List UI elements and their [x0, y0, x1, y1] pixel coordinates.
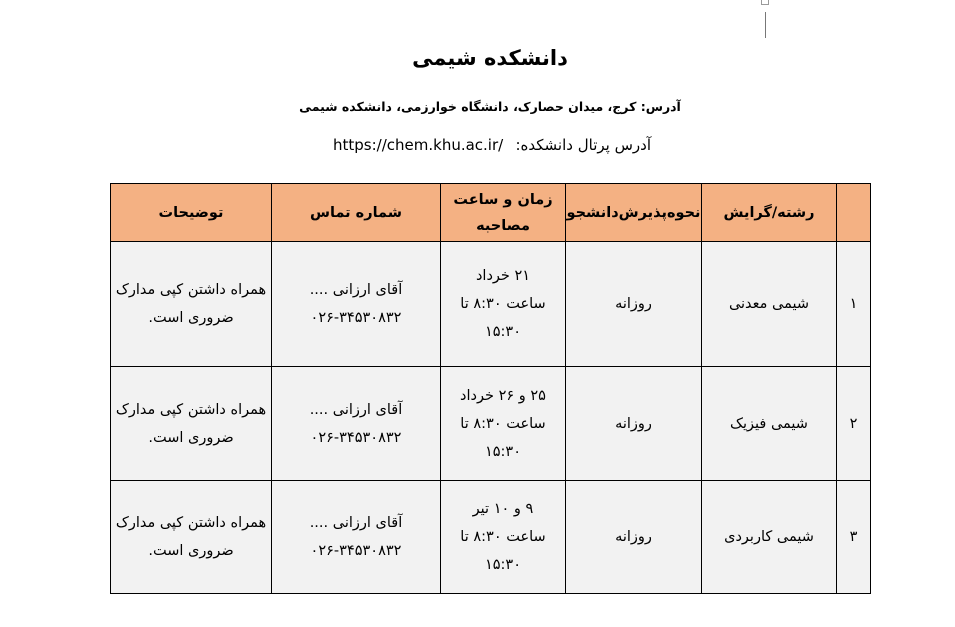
table-row — [111, 481, 871, 594]
row-time-date: ۲۱ خرداد — [475, 268, 531, 284]
row-contact — [272, 481, 441, 594]
row-admission: روزانه — [566, 242, 702, 367]
row-contact-phone: ۰۲۶-۳۴۵۳۰۸۳۲ — [310, 429, 402, 446]
header-admission: نحوه‌پذیرش‌دانشجو — [566, 184, 702, 242]
row-description-line1: همراه داشتن کپی مدارک — [115, 515, 267, 531]
row-admission: روزانه — [566, 367, 702, 481]
row-time — [441, 367, 566, 481]
row-major: شیمی کاربردی — [702, 481, 837, 594]
row-time-hours: ساعت ۸:۳۰ تا — [460, 296, 546, 312]
row-time-hours: ساعت ۸:۳۰ تا — [460, 415, 546, 432]
row-number: ۲ — [837, 367, 871, 481]
row-admission: روزانه — [566, 481, 702, 594]
header-major: رشته/گرایش — [702, 184, 837, 242]
interview-table — [110, 183, 871, 594]
row-time — [441, 242, 566, 367]
row-time-end: ۱۵:۳۰ — [484, 557, 522, 573]
table-header-row — [111, 184, 871, 242]
row-contact-phone: ۰۲۶-۳۴۵۳۰۸۳۲ — [310, 543, 402, 559]
row-description — [111, 481, 272, 594]
row-time — [441, 481, 566, 594]
row-major: شیمی فیزیک — [702, 367, 837, 481]
header-time-line2: مصاحبه — [476, 217, 530, 234]
row-description-line2: ضروری است. — [148, 543, 234, 559]
row-description-line1: همراه داشتن کپی مدارک — [115, 401, 267, 418]
row-major: شیمی معدنی — [702, 242, 837, 367]
row-time-date: ۹ و ۱۰ تیر — [472, 501, 534, 517]
table-row — [111, 242, 871, 367]
row-contact-name: آقای ارزانی .... — [309, 401, 403, 418]
header-time-line1: زمان و ساعت — [453, 191, 553, 208]
row-contact-name: آقای ارزانی .... — [309, 515, 403, 531]
text-cursor — [765, 12, 766, 38]
row-time-date: ۲۵ و ۲۶ خرداد — [460, 387, 546, 404]
row-number: ۳ — [837, 481, 871, 594]
portal-line — [333, 136, 663, 158]
row-description-line1: همراه داشتن کپی مدارک — [115, 282, 267, 298]
portal-link[interactable]: https://chem.khu.ac.ir/ — [333, 136, 504, 154]
row-time-hours: ساعت ۸:۳۰ تا — [460, 529, 546, 545]
row-description-line2: ضروری است. — [148, 429, 234, 446]
row-contact-phone: ۰۲۶-۳۴۵۳۰۸۳۲ — [310, 310, 402, 326]
header-description: توضیحات — [111, 184, 272, 242]
table-row — [111, 367, 871, 481]
row-contact-name: آقای ارزانی .... — [309, 282, 403, 298]
row-description — [111, 242, 272, 367]
header-number — [837, 184, 871, 242]
row-contact — [272, 367, 441, 481]
row-description — [111, 367, 272, 481]
page-title: دانشکده شیمی — [412, 46, 568, 70]
row-contact — [272, 242, 441, 367]
header-time — [441, 184, 566, 242]
portal-label: آدرس پرتال دانشکده: — [515, 136, 651, 154]
row-number: ۱ — [837, 242, 871, 367]
page-corner-mark — [761, 0, 769, 5]
address-line: آدرس: کرج، میدان حصارک، دانشگاه خوارزمی، دانشکده شیمی — [299, 99, 681, 114]
row-time-end: ۱۵:۳۰ — [484, 324, 522, 340]
row-description-line2: ضروری است. — [148, 310, 234, 326]
row-time-end: ۱۵:۳۰ — [484, 443, 522, 460]
header-contact: شماره تماس — [272, 184, 441, 242]
